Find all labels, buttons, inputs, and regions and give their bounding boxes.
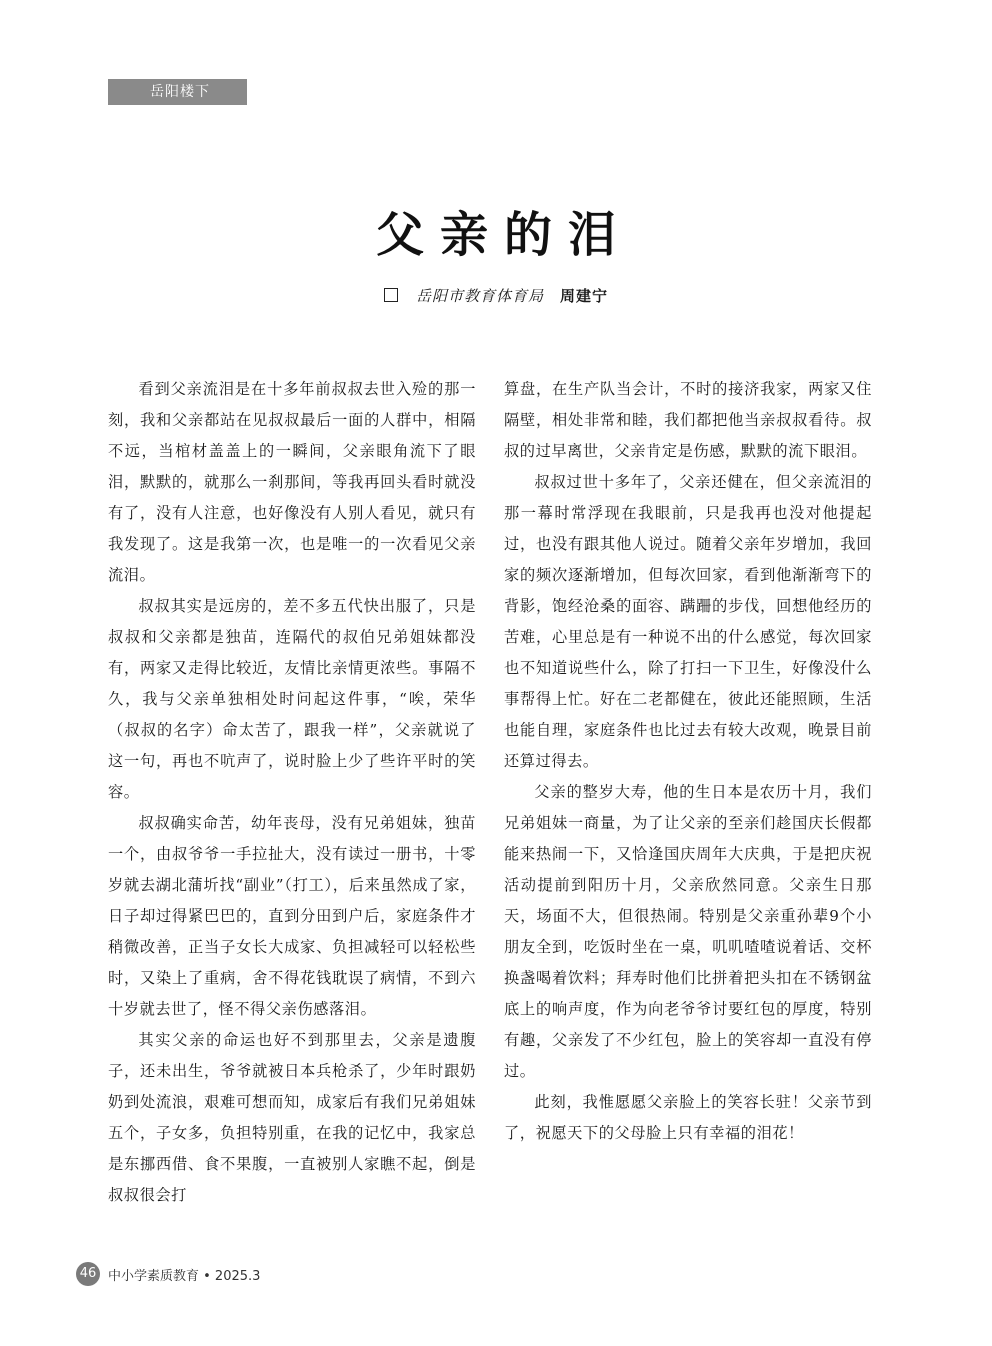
page-footer [76, 1262, 260, 1286]
paragraph-continuation: 算盘，在生产队当会计，不时的接济我家，两家又住隔壁，相处非常和睦，我们都把他当亲叔叔看待。叔叔的过早离世，父亲肯定是伤感，默默的流下眼泪。 [504, 380, 872, 460]
paragraph: 其实父亲的命运也好不到那里去，父亲是遗腹子，还未出生，爷爷就被日本兵枪杀了，少年时跟奶奶到处流浪，艰难可想而知，成家后有我们兄弟姐妹五个，子女多，负担特别重，在我的记忆中，我家总是东挪西借、食不果腹，一直被别人家瞧不起，倒是叔叔很会打 [108, 1031, 476, 1204]
paragraph: 叔叔过世十多年了，父亲还健在，但父亲流泪的那一幕时常浮现在我眼前，只是我再也没对他提起过，也没有跟其他人说过。随着父亲年岁增加，我回家的频次逐渐增加，但每次回家，看到他渐渐弯下的背影，饱经沧桑的面容、蹒跚的步伐，回想他经历的苦难，心里总是有一种说不出的什么感觉，每次回家也不知道说些什么，除了打扫一下卫生，好像没什么事帮得上忙。好在二老都健在，彼此还能照顾，生活也能自理，家庭条件也比过去有较大改观，晚景目前还算过得去。 [504, 473, 872, 770]
byline [0, 285, 992, 307]
paragraph: 此刻，我惟愿愿父亲脸上的笑容长驻！父亲节到了，祝愿天下的父母脸上只有幸福的泪花！ [504, 1093, 872, 1142]
paragraph: 看到父亲流泪是在十多年前叔叔去世入殓的那一刻，我和父亲都站在见叔叔最后一面的人群中，相隔不远，当棺材盖盖上的一瞬间，父亲眼角流下了眼泪，默默的，就那么一刹那间，等我再回头看时就没有了，没有人注意，也好像没有人别人看见，就只有我发现了。这是我第一次，也是唯一的一次看见父亲流泪。 [108, 380, 476, 584]
square-icon [384, 288, 398, 302]
publication-info: 中小学素质教育 • 2025.3 [108, 1268, 261, 1284]
paragraph: 叔叔确实命苦，幼年丧母，没有兄弟姐妹，独苗一个，由叔爷爷一手拉扯大，没有读过一册书，十零岁就去湖北蒲圻找“副业”（打工），后来虽然成了家，日子却过得紧巴巴的，直到分田到户后，家庭条件才稍微改善，正当子女长大成家、负担减轻可以轻松些时，又染上了重病，舍不得花钱耽误了病情，不到六十岁就去世了，怪不得父亲伤感落泪。 [108, 814, 476, 1018]
right-column [504, 374, 872, 1149]
section-tag: 岳阳楼下 [108, 79, 247, 105]
paragraph: 叔叔其实是远房的，差不多五代快出服了，只是叔叔和父亲都是独苗，连隔代的叔伯兄弟姐妹都没有，两家又走得比较近，友情比亲情更浓些。事隔不久，我与父亲单独相处时问起这件事，“唉，荣华（叔叔的名字）命太苦了，跟我一样”，父亲就说了这一句，再也不吭声了，说时脸上少了些许平时的笑容。 [108, 597, 476, 801]
author-organization: 岳阳市教育体育局 [415, 287, 544, 305]
left-column [108, 374, 476, 1211]
page-number: 46 [76, 1262, 100, 1286]
paragraph: 父亲的整岁大寿，他的生日本是农历十月，我们兄弟姐妹一商量，为了让父亲的至亲们趁国庆长假都能来热闹一下，又恰逢国庆周年大庆典，于是把庆祝活动提前到阳历十月，父亲欣然同意。父亲生日那天，场面不大，但很热闹。特别是父亲重孙辈9个小朋友全到，吃饭时坐在一桌，叽叽喳喳说着话、交杯换盏喝着饮料；拜寿时他们比拼着把头扣在不锈钢盆底上的响声度，作为向老爷爷讨要红包的厚度，特别有趣，父亲发了不少红包，脸上的笑容却一直没有停过。 [504, 783, 872, 1080]
article-title: 父亲的泪 [375, 207, 632, 263]
author-name: 周建宁 [560, 287, 609, 305]
